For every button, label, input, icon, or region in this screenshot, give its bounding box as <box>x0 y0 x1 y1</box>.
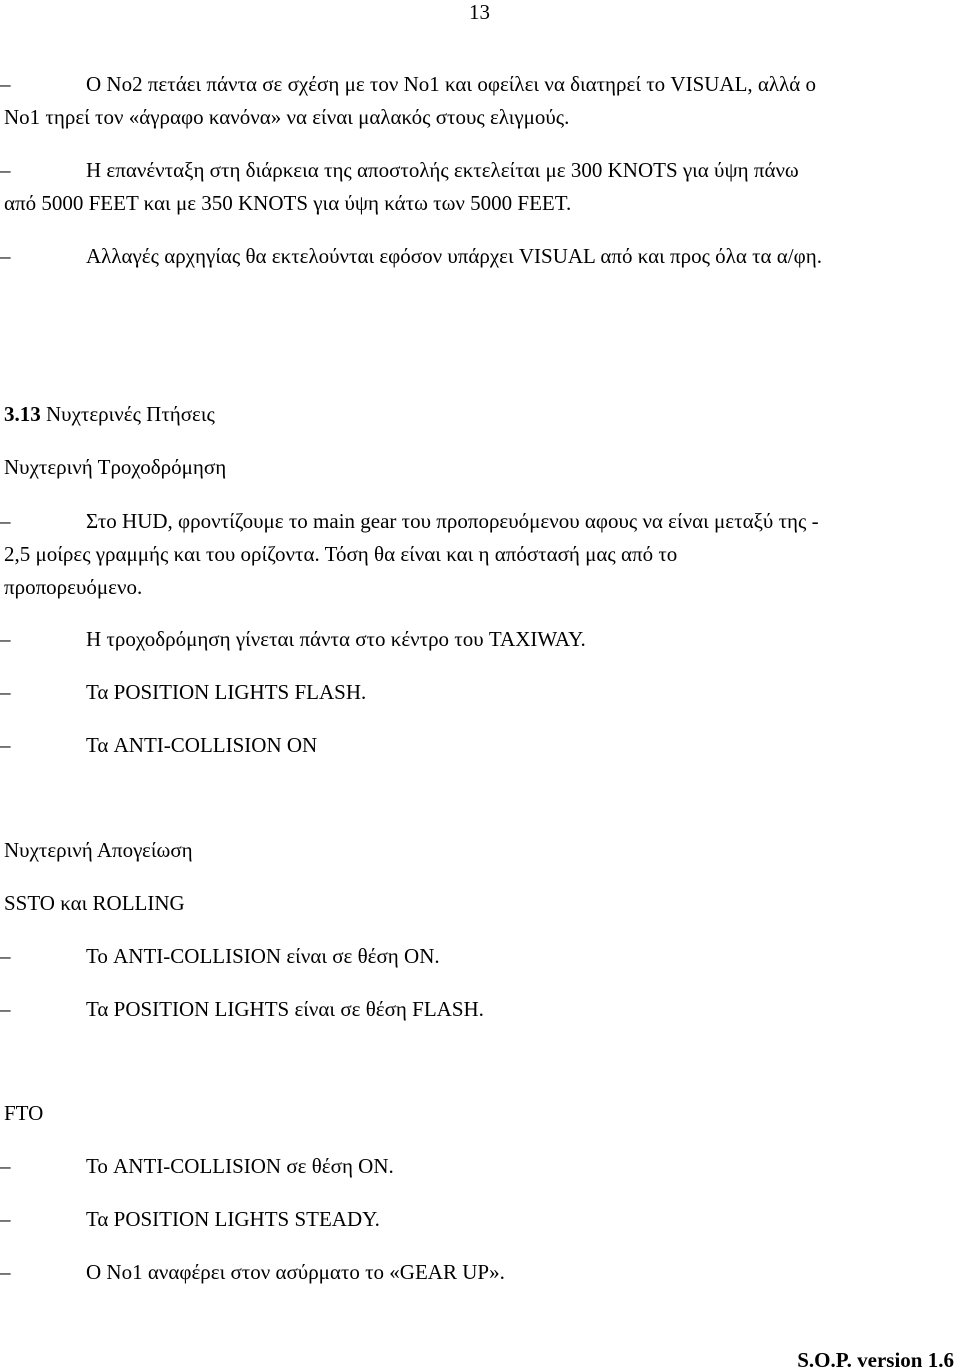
bullet-dash: – <box>0 1207 11 1231</box>
section-title: Νυχτερινές Πτήσεις <box>46 402 215 426</box>
list-item-text: No1 τηρεί τον «άγραφο κανόνα» να είναι μαλακός στους ελιγμούς. <box>4 105 570 129</box>
list-item-text: Η τροχοδρόμηση γίνεται πάντα στο κέντρο του TAXIWAY. <box>86 627 586 651</box>
bullet-dash: – <box>0 627 11 651</box>
bullet-dash: – <box>0 509 11 533</box>
list-item-text: Τα POSITION LIGHTS STEADY. <box>86 1207 380 1231</box>
bullet-dash: – <box>0 244 11 268</box>
bullet-dash: – <box>0 158 11 182</box>
list-item-text: 2,5 μοίρες γραμμής και του ορίζοντα. Τόση θα είναι και η απόστασή μας από το <box>4 542 678 566</box>
bullet-dash: – <box>0 1154 11 1178</box>
list-item-text: Το ANTI-COLLISION σε θέση ON. <box>86 1154 394 1178</box>
section-heading <box>4 404 215 425</box>
list-item-text: Η επανένταξη στη διάρκεια της αποστολής εκτελείται με 300 KNOTS για ύψη πάνω <box>86 158 799 182</box>
list-item-text: Τα POSITION LIGHTS FLASH. <box>86 680 367 704</box>
list-item-text: Το ANTI-COLLISION είναι σε θέση ON. <box>86 944 440 968</box>
list-item-text: από 5000 FEET και με 350 KNOTS για ύψη κάτω των 5000 FEET. <box>4 191 572 215</box>
list-item-text: Τα POSITION LIGHTS είναι σε θέση FLASH. <box>86 997 484 1021</box>
bullet-dash: – <box>0 944 11 968</box>
bullet-dash: – <box>0 733 11 757</box>
subheading-takeoff: Νυχτερινή Απογείωση <box>4 838 193 862</box>
section-number: 3.13 <box>4 402 41 426</box>
list-item-text: Τα ANTI-COLLISION ON <box>86 733 318 757</box>
list-item-text: Ο No2 πετάει πάντα σε σχέση με τον No1 και οφείλει να διατηρεί το VISUAL, αλλά ο <box>86 72 817 96</box>
bullet-dash: – <box>0 997 11 1021</box>
bullet-dash: – <box>0 72 11 96</box>
subheading-ssto: SSTO και ROLLING <box>4 891 185 915</box>
list-item-text: Αλλαγές αρχηγίας θα εκτελούνται εφόσον υπάρχει VISUAL από και προς όλα τα α/φη. <box>86 244 822 268</box>
footer-version: S.O.P. version 1.6 <box>797 1348 954 1372</box>
subheading-taxi: Νυχτερινή Τροχοδρόμηση <box>4 455 227 479</box>
list-item-text: O No1 αναφέρει στον ασύρματο το «GEAR UP». <box>86 1260 505 1284</box>
subheading-fto: FTO <box>4 1101 44 1125</box>
list-item-text: προπορευόμενο. <box>4 575 143 599</box>
bullet-dash: – <box>0 1260 11 1284</box>
list-item-text: Στο HUD, φροντίζουμε το main gear του προπορευόμενου αφους να είναι μεταξύ της - <box>86 509 819 533</box>
page-number: 13 <box>469 0 490 24</box>
bullet-dash: – <box>0 680 11 704</box>
